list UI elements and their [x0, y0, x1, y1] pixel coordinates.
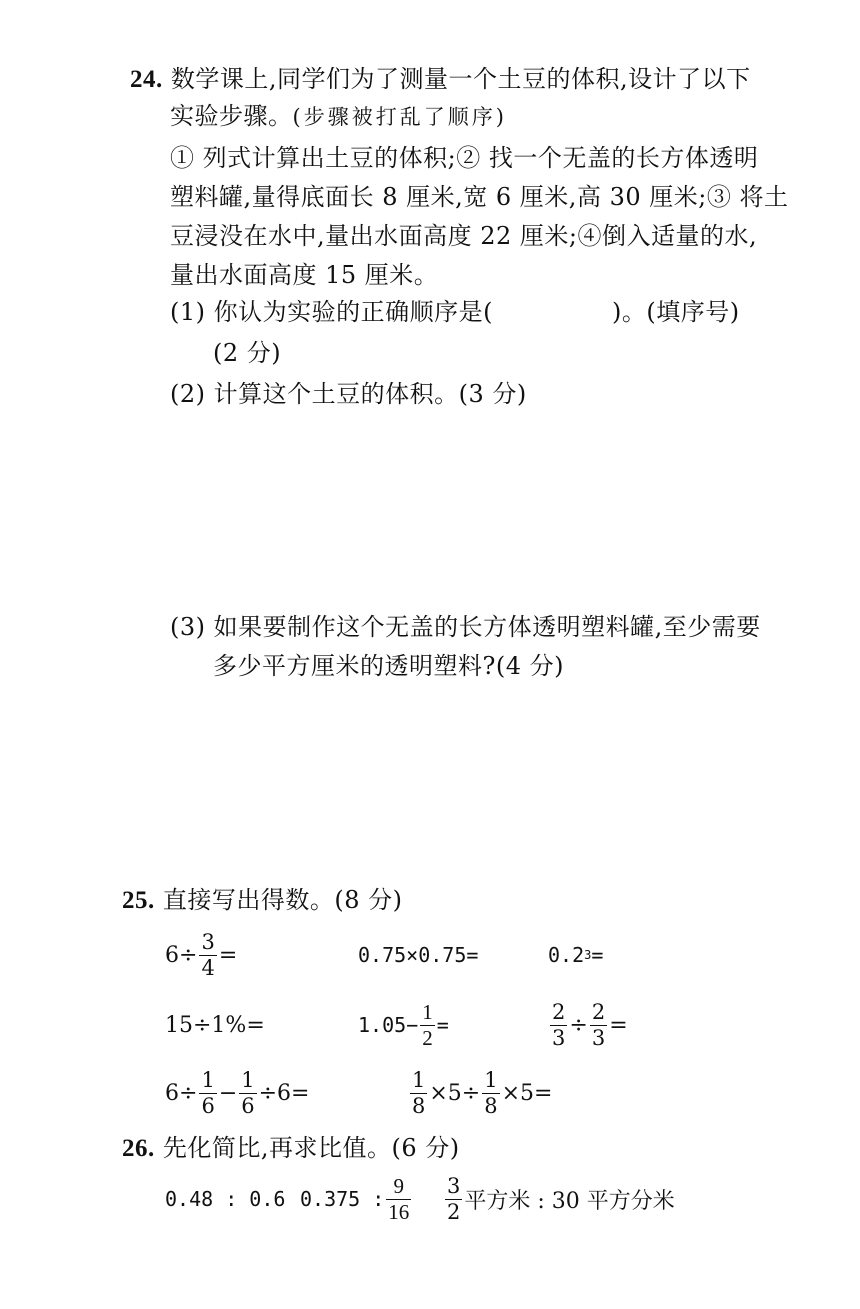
question-26-heading	[122, 1136, 460, 1161]
question-25-heading	[122, 888, 403, 913]
calc-r3c2: $\frac{1}{8}$ ×5÷ $\frac{1}{8}$ ×5=	[412, 1067, 553, 1118]
fraction: $\frac{1}{6}$	[201, 1067, 215, 1118]
step-line-3: 豆浸没在水中,量出水面高度 22 厘米;④倒入适量的水,	[170, 222, 758, 250]
question-24-number: 24.	[130, 66, 163, 93]
fraction: $\frac{2}{3}$	[591, 999, 606, 1050]
fraction: $\frac{1}{6}$	[241, 1067, 255, 1118]
fraction: $\frac{3}{2}$	[447, 1173, 461, 1224]
question-25-number: 25.	[122, 887, 155, 914]
question-24-line2	[170, 104, 507, 128]
fraction: $\frac{1}{8}$	[484, 1067, 498, 1118]
calc-r1c2: 0.75×0.75=	[358, 943, 479, 967]
question-24-line1	[130, 67, 751, 92]
sub-question-3-line2: 多少平方厘米的透明塑料?(4 分)	[213, 652, 564, 680]
sub-question-2: (2) 计算这个土豆的体积。(3 分)	[170, 380, 527, 408]
question-26-number: 26.	[122, 1135, 155, 1162]
question-26-title: 先化简比,再求比值。(6 分)	[162, 1134, 460, 1162]
step-line-2: 塑料罐,量得底面长 8 厘米,宽 6 厘米,高 30 厘米;③ 将土	[170, 183, 789, 211]
fraction: $\frac{3}{4}$	[201, 929, 215, 980]
question-24-stem: 数学课上,同学们为了测量一个土豆的体积,设计了以下	[170, 65, 751, 93]
step-line-4: 量出水面高度 15 厘米。	[170, 261, 439, 289]
calc-r2c1: 15÷1%=	[165, 1012, 265, 1038]
sub-question-1-score: (2 分)	[213, 339, 282, 367]
calc-r3c1: 6÷ $\frac{1}{6}$ − $\frac{1}{6}$ ÷6=	[165, 1067, 310, 1118]
fraction: $\frac{2}{3}$	[552, 999, 566, 1050]
ratio-2: 0.375 : $\frac{9}{16}$	[300, 1173, 410, 1224]
fraction: $\frac{1}{8}$	[412, 1067, 426, 1118]
question-24-note: (步骤被打乱了顺序)	[292, 105, 507, 129]
step-line-1: ① 列式计算出土豆的体积;② 找一个无盖的长方体透明	[170, 144, 759, 172]
calc-r2c2: 1.05− $\frac{1}{2}$ =	[358, 999, 449, 1050]
calc-r2c3: $\frac{2}{3}$ ÷ $\frac{2}{3}$ =	[552, 999, 628, 1050]
question-24-stem-end: 实验步骤。	[170, 102, 293, 130]
ratio-1: 0.48 : 0.6	[165, 1187, 286, 1211]
sub-question-1-b: )。(填序号)	[612, 298, 740, 326]
ratio-3: $\frac{3}{2}$ 平方米 : 30 平方分米	[447, 1173, 675, 1224]
sub-question-1-a: (1) 你认为实验的正确顺序是(	[170, 298, 493, 326]
calc-r1c1: 6÷ $\frac{3}{4}$ =	[165, 929, 238, 980]
sub-question-3-line1: (3) 如果要制作这个无盖的长方体透明塑料罐,至少需要	[170, 613, 761, 641]
question-25-title: 直接写出得数。(8 分)	[162, 886, 403, 914]
fraction: $\frac{1}{2}$	[422, 999, 433, 1050]
fraction: $\frac{9}{16}$	[388, 1173, 410, 1224]
calc-r1c3: 0.2 3 =	[548, 943, 604, 967]
